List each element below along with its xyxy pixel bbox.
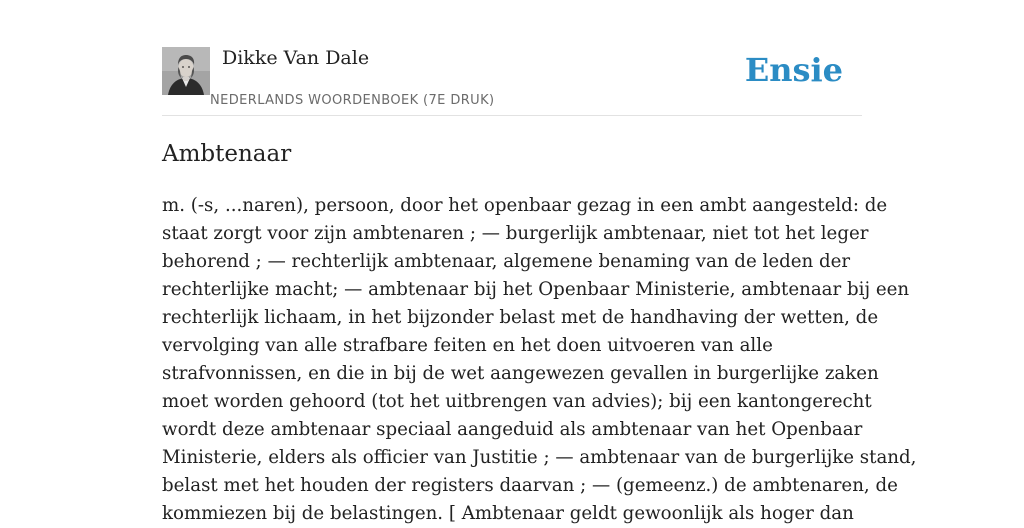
ensie-logo[interactable]: Ensie	[744, 51, 843, 89]
content-container	[162, 0, 917, 524]
author-name[interactable]: Dikke Van Dale	[222, 47, 370, 69]
dictionary-name[interactable]: NEDERLANDS WOORDENBOEK (7E DRUK)	[210, 93, 495, 108]
definition-line: kommiezen bij de belastingen. [ Ambtenaar geldt gewoonlijk als hoger dan	[162, 503, 854, 524]
definition-line: m. (-s, ...naren), persoon, door het openbaar gezag in een ambt aangesteld: de	[162, 195, 888, 216]
definition-line: rechterlijke macht; — ambtenaar bij het Openbaar Ministerie, ambtenaar bij een	[162, 279, 910, 300]
definition-line: behorend ; — rechterlijk ambtenaar, algemene benaming van de leden der	[162, 251, 851, 272]
definition-line: rechterlijk lichaam, in het bijzonder belast met de handhaving der wetten, de	[162, 307, 879, 328]
header	[162, 0, 862, 116]
portrait-image	[162, 47, 210, 95]
definition-line: strafvonnissen, en die in bij de wet aangewezen gevallen in burgerlijke zaken	[162, 363, 879, 384]
definition-line: belast met het houden der registers daarvan ; — (gemeenz.) de ambtenaren, de	[162, 475, 898, 496]
definition-line: Ministerie, elders als officier van Justitie ; — ambtenaar van de burgerlijke stand,	[162, 447, 917, 468]
entry-title: Ambtenaar	[162, 141, 292, 167]
definition-line: wordt deze ambtenaar speciaal aangeduid als ambtenaar van het Openbaar	[162, 419, 863, 440]
definition-line: vervolging van alle strafbare feiten en het doen uitvoeren van alle	[162, 335, 773, 356]
entry-definition	[162, 192, 917, 528]
definition-line: staat zorgt voor zijn ambtenaren ; — burgerlijk ambtenaar, niet tot het leger	[162, 223, 869, 244]
author-avatar[interactable]	[162, 47, 210, 95]
definition-line: moet worden gehoord (tot het uitbrengen van advies); bij een kantongerecht	[162, 391, 872, 412]
